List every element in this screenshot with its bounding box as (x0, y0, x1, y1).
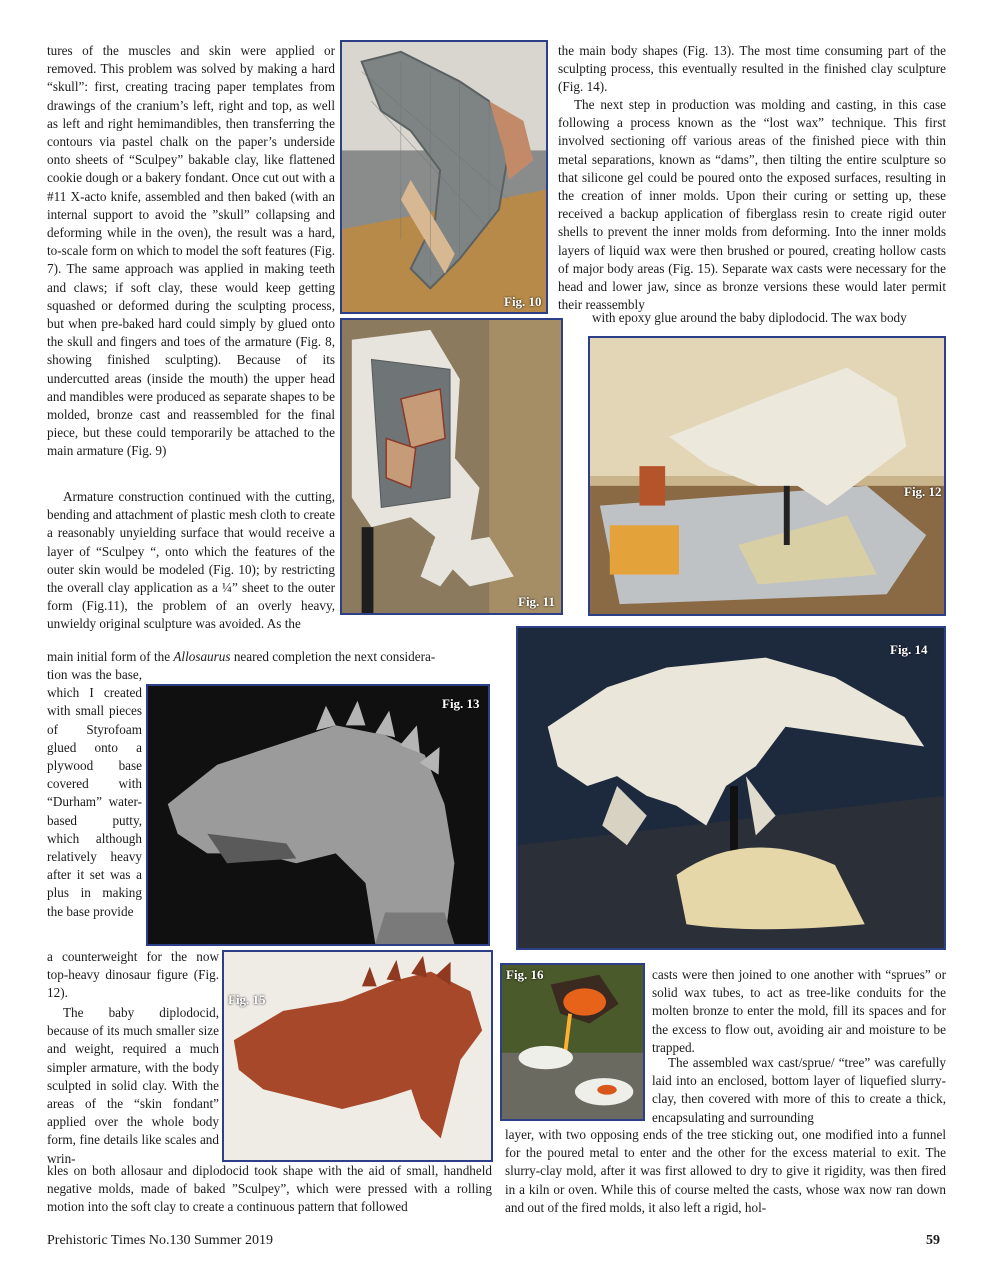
right-column-p2 (558, 96, 946, 312)
base-construction-image (590, 338, 944, 614)
figure-14-photo (516, 626, 946, 950)
body-text: with epoxy glue around the baby diplodocid. The wax body (592, 310, 907, 325)
narrow-column (47, 666, 142, 946)
figure-16-photo (500, 963, 645, 1121)
figure-15-photo (222, 950, 493, 1162)
body-paragraph: casts were then joined to one another with “sprues” or solid wax tubes, to act as tree-like conduits for the molten bronze to enter the mold, fill its spaces and for the excess to flow out, avoiding air and moisture to be trapped. (652, 967, 946, 1055)
figure-11-label: Fig. 11 (518, 594, 555, 609)
body-paragraph: kles on both allosaur and diplodocid took shape with the aid of small, handheld negative molds, made of baked ”Sculpey”, which were pressed with a rolling motion into the soft clay to create a continuous pattern that followed (47, 1163, 492, 1215)
wax-cast-image (224, 952, 491, 1160)
left-bottom-column (47, 1162, 492, 1220)
figure-16-label: Fig. 16 (506, 967, 544, 982)
body-text: main initial form of the (47, 649, 174, 664)
sculpted-head-detail-image (148, 686, 488, 944)
figure-10-label: Fig. 10 (504, 294, 542, 309)
left-wide-line (47, 648, 492, 667)
right-lower-column-a (652, 966, 946, 1056)
bronze-pouring-image (502, 965, 643, 1119)
figure-12-label: Fig. 12 (904, 484, 942, 499)
body-paragraph: the main body shapes (Fig. 13). The most time consuming part of the sculpting process, this eventually resulted in the finished clay sculpture (Fig. 14). (558, 43, 946, 95)
page-number: 59 (926, 1233, 940, 1248)
clay-sculpting-image (342, 320, 561, 613)
body-paragraph: tion was the base, which I created with small pieces of Styrofoam glued onto a plywood base covered with “Durham” water-based putty, which although relatively heavy after it set was a plus in making the base provide (47, 667, 142, 919)
right-column-top (558, 42, 946, 98)
armature-mesh-image (342, 42, 546, 312)
right-bottom-column (505, 1126, 946, 1222)
left-mid-column-a (47, 948, 219, 1006)
finished-clay-sculpture-image (518, 628, 944, 948)
species-name: Allosaurus (173, 649, 231, 664)
body-paragraph: a counterweight for the now top-heavy dinosaur figure (Fig. 12). (47, 949, 219, 1001)
body-paragraph: The next step in production was molding and casting, in this case following a process known as the “lost wax” technique. This first involved sectioning off various areas of the finished piece with thin metal separations, known as “dams”, then tilting the entire sculpture so that silicone gel could be poured onto the exposed surfaces, resulting in the creation of inner molds. Upon their curing or setting up, these received a backup application of fiberglass resin to create rigid outer shells to prevent the inner molds from deforming. Into the inner molds layers of liquid wax were then brushed or poured, creating hollow casts of major body areas (Fig. 15). Separate wax casts were necessary for the head and lower jaw, since as bronze versions these would later permit their reassembly (558, 97, 946, 312)
body-paragraph: Armature construction continued with the cutting, bending and attachment of plastic mesh cloth to create a reasonably unyielding surface that would receive a layer of “Sculpey “, onto which the features of the outer skin would be modeled (Fig. 10); by restricting the overall clay application as a ¼” sheet to the outer form (Fig.11), the problem of an overly heavy, unwieldy original sculpture was avoided. As the (47, 489, 335, 632)
left-mid-column-b (47, 1004, 219, 1168)
left-column-p2 (47, 488, 335, 648)
right-lower-column-b (652, 1054, 946, 1130)
body-paragraph: The baby diplodocid, because of its much smaller size and weight, required a much simpler armature, with the body sculpted in solid clay. With the areas of the “skin fondant” applied over the whole body form, fine details like scales and wrin- (47, 1005, 219, 1166)
left-column-top (47, 42, 335, 492)
body-paragraph: The assembled wax cast/sprue/ “tree” was carefully laid into an enclosed, bottom layer of liquefied slurry-clay, then covered with more of this to create a thick, encapsulating and surrounding (652, 1055, 946, 1125)
figure-14-label: Fig. 14 (890, 642, 928, 657)
figure-15-label: Fig. 15 (228, 992, 266, 1007)
body-paragraph: layer, with two opposing ends of the tree sticking out, one modified into a funnel for the poured metal to enter and the other for the excess material to exit. The slurry-clay mold, after it was first allowed to dry to give it rigidity, was then fired in a kiln or oven. While this of course melted the casts, whose wax now ran down and out of the fired molds, it also left a rigid, hol- (505, 1127, 946, 1215)
figure-12-photo (588, 336, 946, 616)
right-column-last-line (592, 309, 946, 328)
body-text: neared completion the next considera- (230, 649, 436, 664)
body-paragraph: tures of the muscles and skin were applied or removed. This problem was solved by making a hard “skull”: first, creating tracing paper templates from drawings of the cranium’s left, right and top, as well as left and right hemimandibles, then transferring the contours via pastel chalk on the paper’s underside onto sheets of “Sculpey” bakable clay, like flattened cookie dough or a bakery fondant. Once cut out with a #11 X-acto knife, assembled and then baked (with an internal support to avoid the ”skull” collapsing and deforming while in the oven), the result was a hard, to-scale form on which to model the soft features (Fig. 7). The same approach was applied in making teeth and claws; if soft clay, these would keep getting squashed or deformed during the sculpting process, but when pre-baked hard could simply by glued onto the skull and fingers and toes of the armature (Fig. 8, showing finished sculpting). Because of its undercutted areas (inside the mouth) the upper head and mandibles were produced as separate shapes to be molded, bronze cast and reassembled for the final piece, but these could temporarily be attached to the main armature (Fig. 9) (47, 43, 335, 459)
figure-13-label: Fig. 13 (442, 696, 480, 711)
publication-footer: Prehistoric Times No.130 Summer 2019 (47, 1233, 273, 1248)
figure-10-photo (340, 40, 548, 314)
figure-11-photo (340, 318, 563, 615)
figure-13-photo (146, 684, 490, 946)
